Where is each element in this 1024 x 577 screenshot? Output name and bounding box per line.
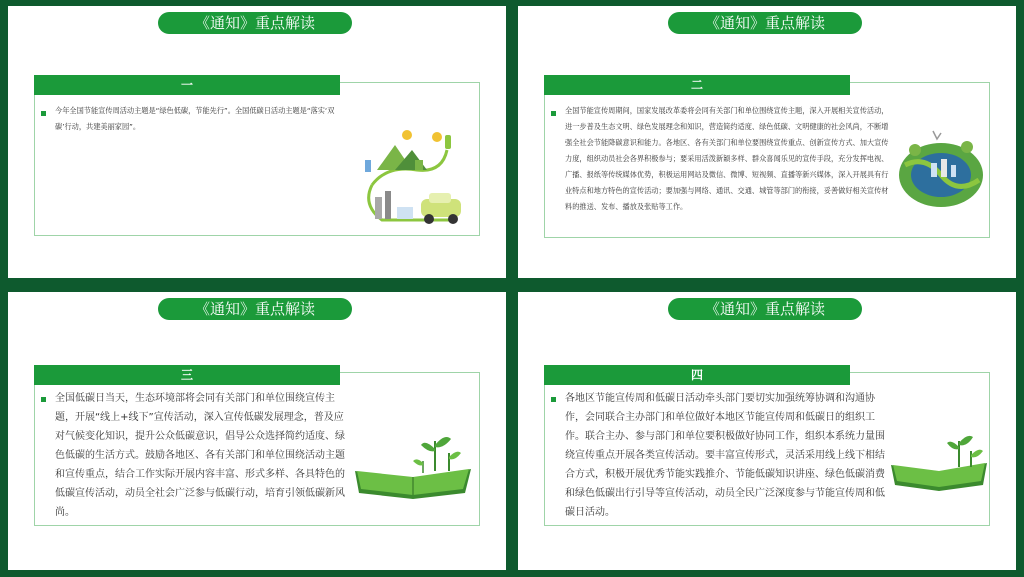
bullet-icon: [551, 397, 556, 402]
slide-1: [8, 6, 506, 278]
section-text: 全国低碳日当天，生态环境部将会同有关部门和单位围绕宣传主题，开展“线上+线下”宣传活动，深入宣传低碳发展理念，普及应对气候变化知识，提升公众低碳意识，倡导公众选择简约适度、绿色低碳的生活方式。鼓励各地区、各有关部门和单位围绕活动主题和宣传重点，结合工作实际开展内容丰富、形式多样、各具特色的低碳宣传活动，动员全社会广泛参与低碳行动，培育引领低碳新风尚。: [55, 393, 345, 518]
book-sprouts-illustration: [353, 431, 473, 501]
slide-title: 《通知》重点解读: [668, 298, 862, 320]
section-label: 三: [34, 365, 340, 385]
slide-4: [518, 292, 1016, 570]
section-label: 四: [544, 365, 850, 385]
slide-3: [8, 292, 506, 570]
bullet-icon: [551, 111, 556, 116]
content-box: [34, 368, 480, 526]
content-box: [544, 78, 990, 238]
eco-city-car-illustration: [357, 125, 477, 235]
slide-title: 《通知》重点解读: [668, 12, 862, 34]
slide-title: 《通知》重点解读: [158, 298, 352, 320]
slide-title: 《通知》重点解读: [158, 12, 352, 34]
section-text: 今年全国节能宣传周活动主题是“绿色低碳，节能先行”。全国低碳日活动主题是“落实‘双碳’行动，共建美丽家园”。: [55, 106, 335, 131]
slide-2: [518, 6, 1016, 278]
section-text: 各地区节能宣传周和低碳日活动牵头部门要切实加强统筹协调和沟通协作，会同联合主办部门和单位做好本地区节能宣传周和低碳日的组织工作。联合主办、参与部门和单位要积极做好协同工作，组织本系统力量围绕宣传重点开展各类宣传活动。要丰富宣传形式，灵活采用线上线下相结合方式，积极开展优秀节能实践推介、节能低碳知识讲座、绿色低碳消费和绿色低碳出行引导等宣传活动，动员全民广泛深度参与节能宣传周和低碳日活动。: [565, 393, 885, 518]
book-sprouts-illustration: [889, 431, 989, 493]
bullet-icon: [41, 111, 46, 116]
bullet-icon: [41, 397, 46, 402]
section-text: 全国节能宣传周期间，国家发展改革委将会同有关部门和单位围绕宣传主题，深入开展相关宣传活动，进一步普及生态文明、绿色发展理念和知识，营造简约适度、绿色低碳、文明健康的社会风尚，不断增强全社会节能降碳意识和能力。各地区、各有关部门和单位要围绕宣传重点、创新宣传方式、加大宣传力度，组织动员社会各界积极参与；要采用活泼新颖多样、群众喜闻乐见的宣传手段，充分发挥电视、广播、报纸等传统媒体优势，积极运用网站及微信、微博、短视频、直播等新兴媒体，深入开展具有行业特点和地方特色的宣传活动；要加强与网络、通讯、交通、城管等部门的衔接，妥善做好相关宣传材料的推送、发布、播放及张贴等工作。: [565, 106, 889, 211]
section-label: 二: [544, 75, 850, 95]
content-box: [544, 368, 990, 526]
section-label: 一: [34, 75, 340, 95]
globe-city-illustration: [895, 125, 987, 213]
content-box: [34, 78, 480, 236]
